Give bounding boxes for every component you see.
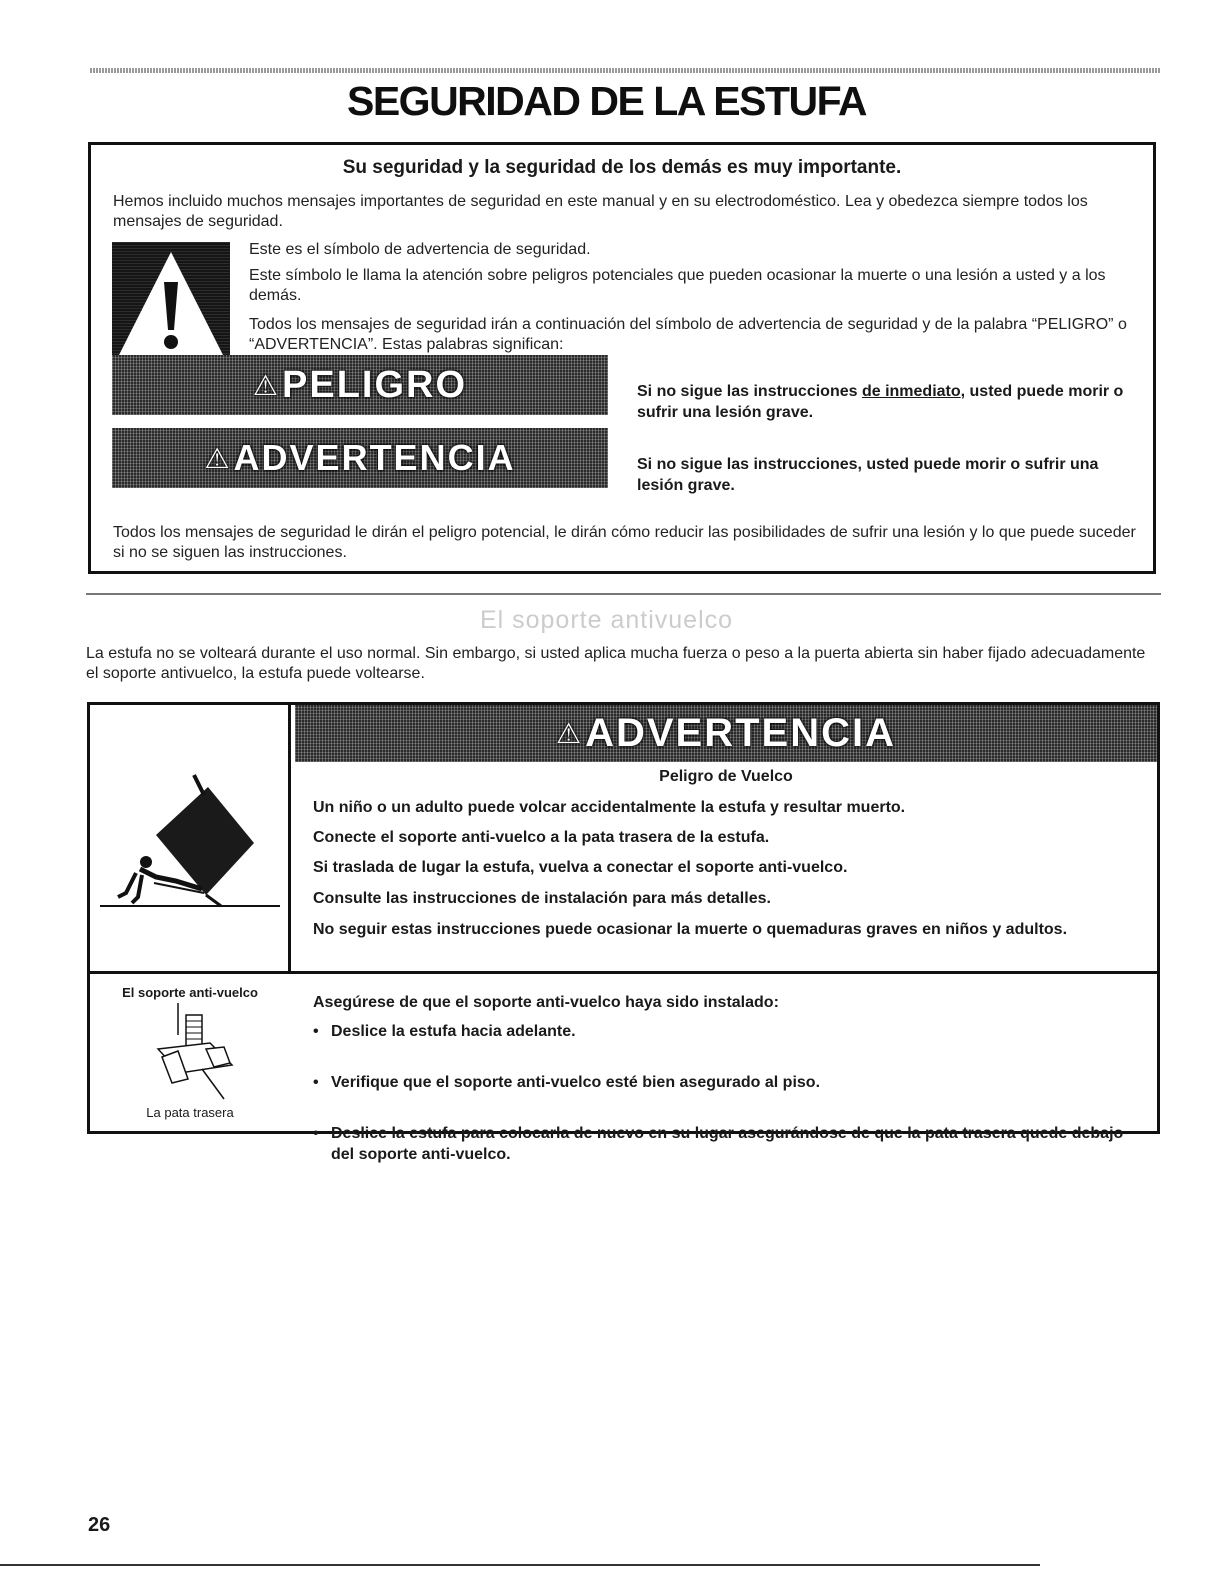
safety-intro-text: Hemos incluido muchos mensajes importantes de seguridad en este manual y en su electrodoméstico. Lea y obedezca siempre todos los mensajes de seguridad. [113, 193, 1088, 230]
warning-banner [112, 428, 608, 488]
page-title: SEGURIDAD DE LA ESTUFA [346, 78, 867, 124]
vertical-divider [288, 705, 291, 971]
warning-banner-label: ADVERTENCIA [233, 437, 516, 478]
advertencia-banner [295, 705, 1157, 762]
warning-triangle-icon: ⚠ [252, 369, 281, 401]
rear-leg-label: La pata trasera [146, 1105, 234, 1120]
warning-line-3: Si traslada de lugar la estufa, vuelva a conectar el soporte anti-vuelco. [313, 859, 848, 876]
advertencia-banner-label: ADVERTENCIA [585, 711, 896, 755]
danger-description [637, 381, 1137, 423]
bracket-label: El soporte anti-vuelco [122, 985, 258, 1000]
page-number: 26 [88, 1514, 111, 1536]
warning-triangle-icon: ⚠ [555, 718, 584, 749]
symbol-description-3: Todos los mensajes de seguridad irán a continuación del símbolo de advertencia de seguridad y de la palabra “PELIGRO” o “ADVERTENCIA”. Estas palabras significan: [249, 316, 1127, 353]
safety-footer-text: Todos los mensajes de seguridad le dirán el peligro potencial, le dirán cómo reducir las posibilidades de sufrir una lesión y lo que puede suceder si no se siguen las instrucciones. [113, 524, 1136, 561]
danger-banner [112, 355, 608, 415]
warning-line-1: Un niño o un adulto puede volcar accidentalmente la estufa y resultar muerto. [313, 799, 906, 816]
check-bullet-3: • Deslice la estufa para colocarla de nuevo en su lugar asegurándose de que la pata trasera quede debajo del soporte anti-vuelco. [313, 1123, 1131, 1165]
symbol-description-1: Este es el símbolo de advertencia de seguridad. [249, 241, 591, 258]
safety-box-heading: Su seguridad y la seguridad de los demás es muy importante. [342, 157, 902, 178]
tip-over-warning-box [87, 702, 1160, 1163]
anti-tip-intro: La estufa no se volteará durante el uso normal. Sin embargo, si usted aplica mucha fuerza o peso a la puerta abierta sin haber fijado adecuadamente el soporte antivuelco, la estufa puede voltearse. [86, 645, 1146, 682]
danger-text-part-2: , usted puede morir o sufrir una lesión grave. [637, 383, 1124, 421]
tipping-range-illustration [96, 765, 282, 915]
check-heading: Asegúrese de que el soporte anti-vuelco haya sido instalado: [313, 994, 779, 1011]
danger-text-underlined: de inmediato [861, 383, 961, 400]
section-divider [86, 593, 1161, 595]
danger-banner-label: PELIGRO [282, 363, 468, 406]
danger-text-part-1: Si no sigue las instrucciones [637, 383, 862, 400]
horizontal-divider [90, 971, 1157, 974]
warning-description: Si no sigue las instrucciones, usted puede morir o sufrir una lesión grave. [637, 456, 1099, 494]
check-bullet-1: • Deslice la estufa hacia adelante. [313, 1021, 1151, 1042]
safety-alert-symbol-icon [112, 242, 230, 369]
warning-line-2: Conecte el soporte anti-vuelco a la pata trasera de la estufa. [313, 829, 770, 846]
section-title: El soporte antivuelco [479, 606, 734, 634]
safety-message-box [88, 142, 1156, 574]
anti-tip-bracket-illustration [140, 1003, 250, 1103]
bottom-rule [0, 1564, 1040, 1566]
top-dotted-rule [90, 68, 1160, 73]
tip-over-subtitle: Peligro de Vuelco [659, 768, 793, 785]
warning-triangle-icon: ⚠ [204, 442, 232, 474]
warning-line-5: No seguir estas instrucciones puede ocasionar la muerte o quemaduras graves en niños y adultos. [313, 921, 1068, 938]
symbol-description-2: Este símbolo le llama la atención sobre peligros potenciales que pueden ocasionar la muerte o una lesión a usted y a los demás. [249, 267, 1106, 304]
check-bullet-2: • Verifique que el soporte anti-vuelco esté bien asegurado al piso. [313, 1072, 1151, 1093]
warning-line-4: Consulte las instrucciones de instalación para más detalles. [313, 890, 771, 907]
